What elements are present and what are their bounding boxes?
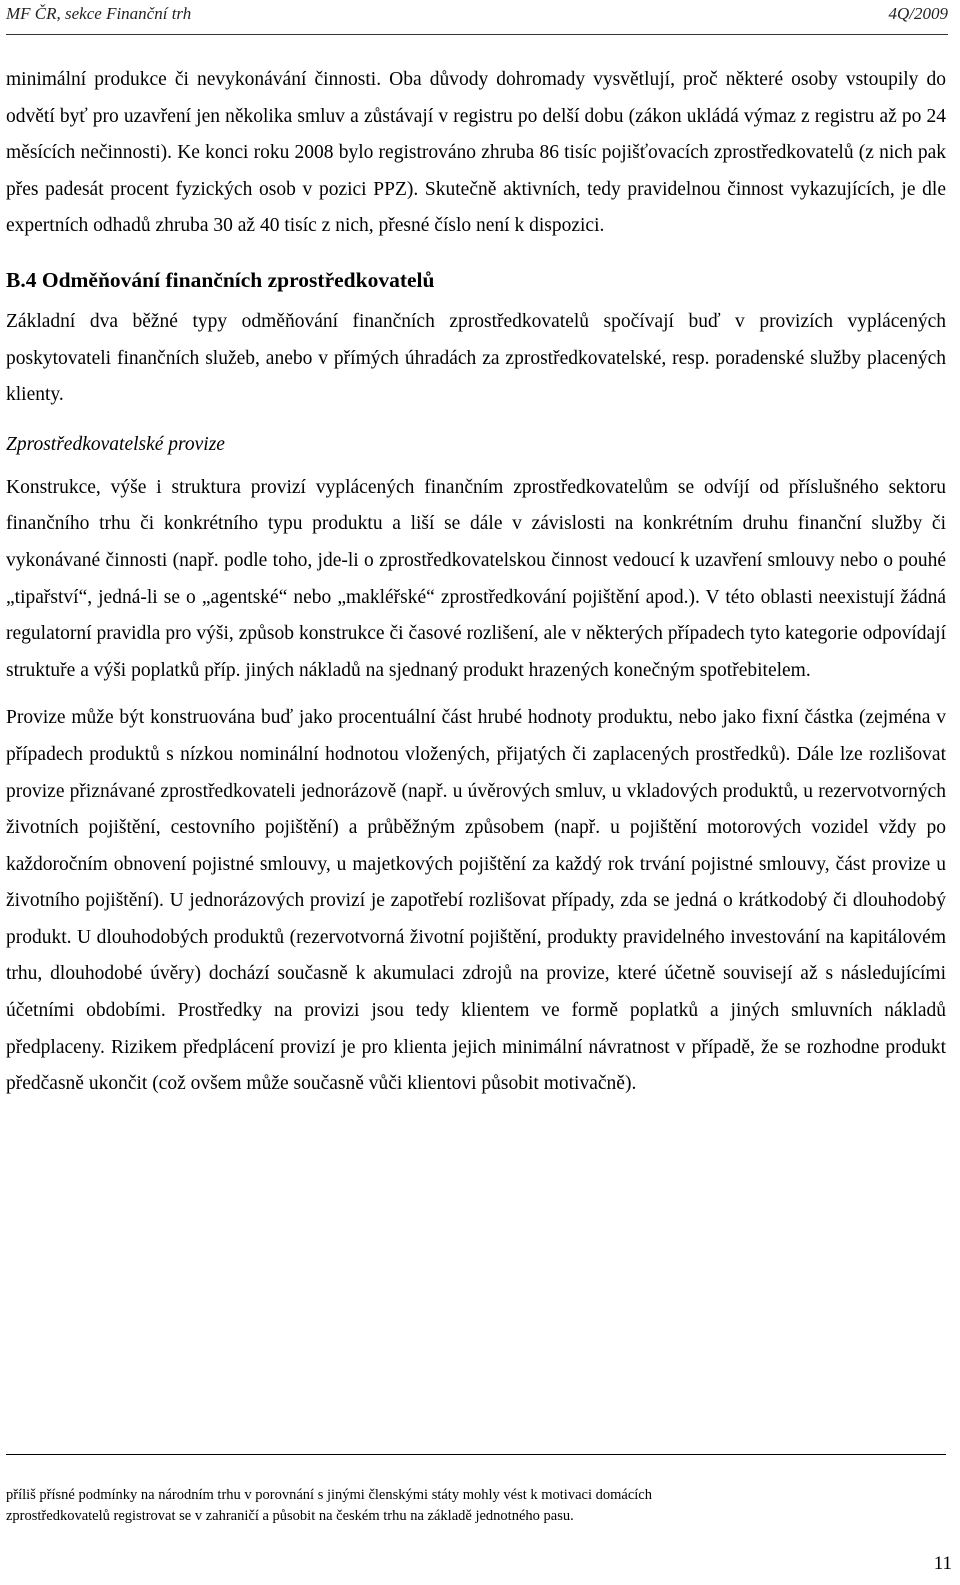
paragraph-remuneration-types: Základní dva běžné typy odměňování finančních zprostředkovatelů spočívají buď v provizích vyplácených poskytovateli finančních služeb, anebo v přímých úhradách za zprostředkovatelské, resp. poradenské služby placených klienty. <box>6 310 946 406</box>
header-divider <box>6 34 948 35</box>
subsection-heading: Zprostředkovatelské provize <box>6 433 225 455</box>
paragraph-commission-construction: Provize může být konstruována buď jako procentuální část hrubé hodnoty produktu, nebo jako fixní částka (zejména v případech produktů s nízkou nominální hodnotou vložených, přijatých či zaplacených prostředků). Dále lze rozlišovat provize přiznávané zprostředkovateli jednorázově (např. u úvěrových smluv, u vkladových produktů, u rezervotvorných životních pojištění, cestovního pojištění) a průběžným způsobem (např. u pojištění motorových vozidel vždy po každoročním obnovení pojistné smlouvy, u majetkových pojištění za každý rok trvání pojistné smlouvy, část provize u životního pojištění). U jednorázových provizí je zapotřebí rozlišovat případy, zda se jedná o krátkodobý či dlouhodobý produkt. U dlouhodobých produktů (rezervotvorná životní pojištění, produkty pravidelného investování na kapitálovém trhu, dlouhodobé úvěry) dochází současně k akumulaci zdrojů na provize, které účetně souvisejí až s následujícími účetními obdobími. Prostředky na provizi jsou tedy klientem ve formě poplatků a jiných smluvních nákladů předplaceny. Rizikem předplácení provizí je pro klienta jejich minimální návratnost v případě, že se rozhodne produkt předčasně ukončit (což ovšem může současně vůči klientovi působit motivačně). <box>6 707 946 1095</box>
footnote <box>6 1485 946 1527</box>
paragraph-registration: minimální produkce či nevykonávání činnosti. Oba důvody dohromady vysvětlují, proč některé osoby vstoupily do odvětí byť pro uzavření jen několika smluv a zůstávají v registru po delší dobu (zákon ukládá výmaz z registru až po 24 měsících nečinnosti). Ke konci roku 2008 bylo registrováno zhruba 86 tisíc pojišťovacích zprostředkovatelů (z nich pak přes padesát procent fyzických osob v pozici PPZ). Skutečně aktivních, tedy pravidelnou činnost vykazujících, je dle expertních odhadů zhruba 30 až 40 tisíc z nich, přesné číslo není k dispozici. <box>6 69 946 237</box>
header-period: 4Q/2009 <box>888 4 948 23</box>
paragraph-commission-structure: Konstrukce, výše i struktura provizí vyplácených finančním zprostředkovatelům se odvíjí od příslušného sektoru finančního trhu či konkrétního typu produktu a liší se dále v závislosti na konkrétním druhu finanční služby či vykonávané činnosti (např. podle toho, jde-li o zprostředkovatelskou činnost vedoucí k uzavření smlouvy nebo o pouhé „tipařství“, jedná-li se o „agentské“ nebo „makléřské“ zprostředkování pojištění apod.). V této oblasti neexistují žádná regulatorní pravidla pro výši, způsob konstrukce či časové rozlišení, ale v některých případech tyto kategorie odpovídají struktuře a výši poplatků příp. jiných nákladů na sjednaný produkt hrazených konečným spotřebitelem. <box>6 476 946 681</box>
page-header <box>6 0 948 34</box>
footnote-line-2: zprostředkovatelů registrovat se v zahraničí a působit na českém trhu na základě jednotného pasu. <box>6 1508 574 1524</box>
section-heading: B.4 Odměňování finančních zprostředkovatelů <box>6 267 435 292</box>
page-number: 11 <box>933 1553 952 1574</box>
main-content <box>6 62 946 1103</box>
header-source: MF ČR, sekce Finanční trh <box>6 4 192 23</box>
footnote-divider <box>6 1454 946 1455</box>
footnote-line-1: příliš přísné podmínky na národním trhu v porovnání s jinými členskými státy mohly vést k motivaci domácích <box>6 1487 652 1503</box>
